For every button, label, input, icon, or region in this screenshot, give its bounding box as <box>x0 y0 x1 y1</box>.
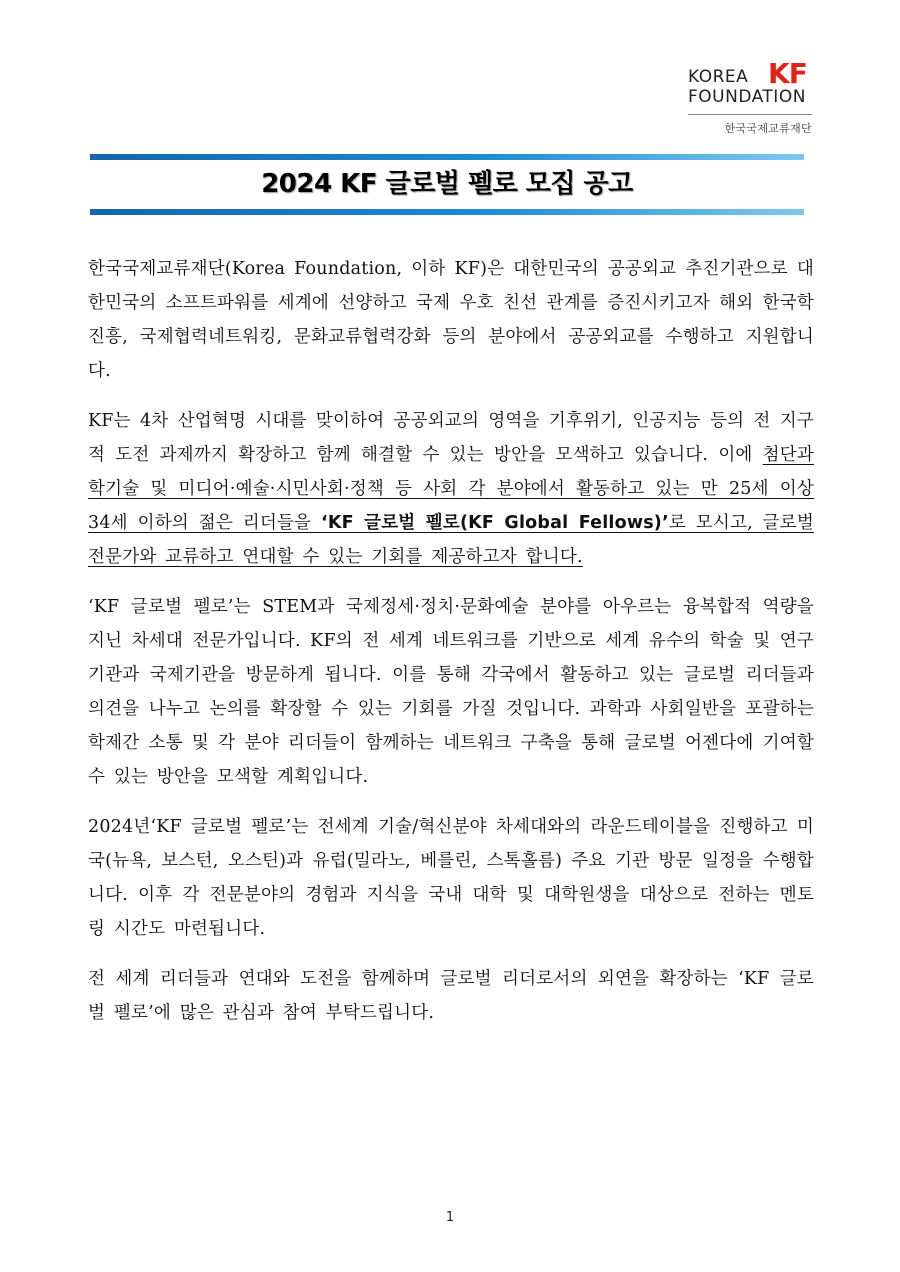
logo-kf-mark: KF <box>768 57 807 90</box>
logo-korean-name: 한국국제교류재단 <box>724 122 812 135</box>
title-top-bar <box>90 154 804 160</box>
page-title: 2024 KF 글로벌 펠로 모집 공고 <box>261 169 633 199</box>
paragraph-schedule: 2024년‘KF 글로벌 펠로’는 전세계 기술/혁신분야 차세대와의 라운드테이블을 진행하고 미국(뉴욕, 보스턴, 오스틴)과 유럽(밀라노, 베를린, 스톡홀름) 주요 기관 방문 일정을 수행합니다. 이후 각 전문분야의 경험과 지식을 국내 대학 및 대학원생을 대상으로 전하는 멘토링 시간도 마련됩니다. <box>88 817 814 939</box>
paragraph-purpose-text: KF는 4차 산업혁명 시대를 맞이하여 공공외교의 영역을 기후위기, 인공지능 등의 전 지구적 도전 과제까지 확장하고 함께 해결할 수 있는 방안을 모색하고 있습니다. 이에 <box>88 411 814 465</box>
paragraph-fellows: ‘KF 글로벌 펠로’는 STEM과 국제정세·정치·문화예술 분야를 아우르는 융복합적 역량을 지닌 차세대 전문가입니다. KF의 전 세계 네트워크를 기반으로 세계 유수의 학술 및 연구 기관과 국제기관을 방문하게 됩니다. 이를 통해 각국에서 활동하고 있는 글로벌 리더들과 의견을 나누고 논의를 확장할 수 있는 기회를 가질 것입니다. 과학과 사회일반을 포괄하는 학제간 소통 및 각 분야 리더들이 함께하는 네트워크 구축을 통해 글로벌 어젠다에 기여할 수 있는 방안을 모색할 계획입니다. <box>88 597 814 787</box>
paragraph-purpose <box>88 404 814 574</box>
logo-divider <box>688 114 812 115</box>
page-number: 1 <box>445 1210 455 1225</box>
title-bottom-bar <box>90 209 804 215</box>
paragraph-purpose-program-name: ‘KF 글로벌 펠로(KF Global Fellows)’ <box>320 513 669 533</box>
korea-foundation-logo <box>682 58 814 140</box>
document-body <box>88 252 814 1046</box>
paragraph-closing: 전 세계 리더들과 연대와 도전을 함께하며 글로벌 리더로서의 외연을 확장하는 ‘KF 글로벌 펠로’에 많은 관심과 참여 부탁드립니다. <box>88 969 814 1023</box>
paragraph-intro: 한국국제교류재단(Korea Foundation, 이하 KF)은 대한민국의 공공외교 추진기관으로 대한민국의 소프트파워를 세계에 선양하고 국제 우호 친선 관계를 증진시키고자 해외 한국학 진흥, 국제협력네트워킹, 문화교류협력강화 등의 분야에서 공공외교를 수행하고 지원합니다. <box>88 259 814 381</box>
logo-word-korea: KOREA <box>688 67 749 87</box>
paragraph-purpose-underlined-2: 로 모시고, 글로벌 전문가와 교류하고 연대할 수 있는 기회를 제공하고자 합니다. <box>88 513 814 567</box>
logo-word-foundation: FOUNDATION <box>688 87 806 107</box>
paragraph-purpose-underlined-1: 첨단과학기술 및 미디어·예술·시민사회·정책 등 사회 각 분야에서 활동하고 있는 만 25세 이상 34세 이하의 젊은 리더들을 <box>88 445 814 533</box>
